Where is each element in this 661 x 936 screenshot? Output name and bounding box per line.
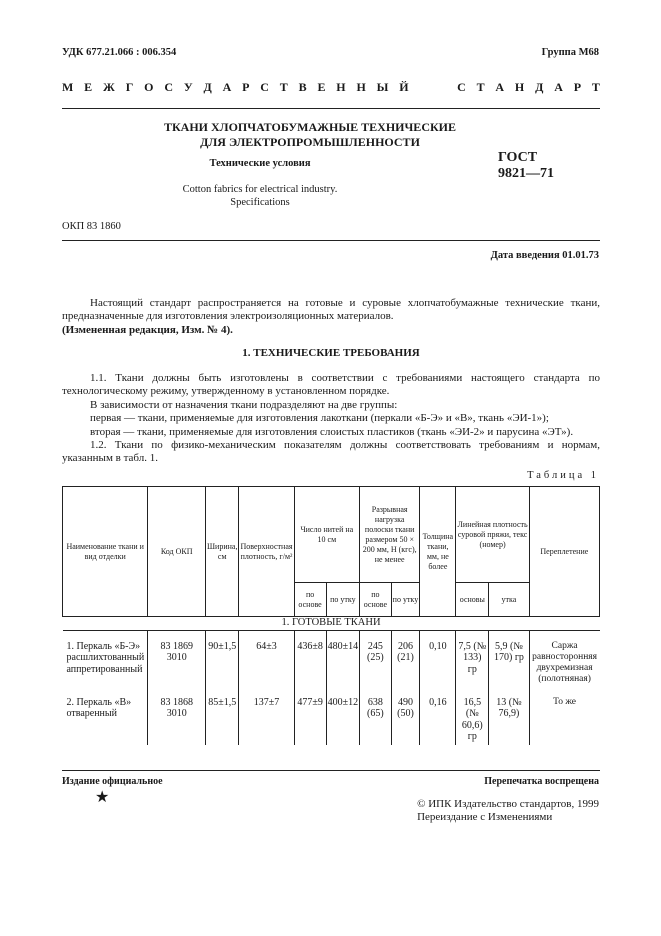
banner-letter: Р: [573, 80, 582, 94]
cell-name: 2. Перкаль «В» отваренный: [66, 696, 132, 719]
banner-letter: Р: [242, 80, 250, 94]
header-load-weft: по утку: [391, 583, 420, 617]
banner-letter: Е: [317, 80, 326, 94]
banner-letter: В: [298, 80, 307, 94]
banner-letter: Т: [591, 80, 600, 94]
cell-okp: 83 1868 3010: [148, 687, 206, 745]
header-rule: [62, 108, 600, 109]
cell-threads-weft: 480±14: [326, 630, 360, 687]
header-name: Наименование ткани и вид отделки: [63, 487, 148, 617]
cell-okp: 83 1869 3010: [148, 630, 206, 687]
header-load: Разрывная нагрузка полоски ткани размером 50 × 200 мм, Н (кгс), не менее: [360, 487, 420, 583]
banner-letter: О: [144, 80, 154, 94]
cell-weave: Саржа равносторонняя двухремизная (полотняная): [529, 630, 599, 687]
cell-linear-weft: 13 (№ 76,9): [489, 687, 529, 745]
table-section-title: 1. ГОТОВЫЕ ТКАНИ: [63, 617, 600, 631]
banner-letter: Д: [203, 80, 212, 94]
introduction-date: [491, 250, 599, 261]
header-threads-warp: по основе: [294, 583, 326, 617]
cell-weave: То же: [529, 687, 599, 745]
banner-letter: Т: [476, 80, 485, 94]
banner-letter: Е: [84, 80, 93, 94]
banner-letter: Т: [279, 80, 288, 94]
header-density: Поверхностная плотность, г/м²: [239, 487, 294, 617]
intro-amendment: (Измененная редакция, Изм. № 4).: [62, 323, 233, 336]
header-okp: Код ОКП: [148, 487, 206, 617]
banner-letter: М: [62, 80, 74, 94]
english-title: [100, 183, 420, 209]
banner-letter: С: [164, 80, 174, 94]
banner-letter: Н: [514, 80, 525, 94]
header-width: Ширина, см: [205, 487, 238, 617]
cell-thickness: 0,16: [420, 687, 456, 745]
banner-letter: С: [260, 80, 269, 94]
document-subtitle: Технические условия: [209, 158, 311, 169]
banner-letter: А: [554, 80, 563, 94]
gost-number: 9821—71: [498, 166, 554, 181]
english-title-line-1: Cotton fabrics for electrical industry.: [182, 184, 338, 195]
header-weave: Переплетение: [529, 487, 599, 617]
cell-width: 90±1,5: [205, 630, 238, 687]
table-row: [63, 630, 600, 687]
group-code: Группа М68: [541, 47, 599, 58]
cell-linear-weft: 5,9 (№ 170) гр: [489, 630, 529, 687]
banner-letter: Г: [125, 80, 134, 94]
table-1: [62, 486, 600, 745]
reprint-prohibited: Перепечатка воспрещена: [484, 776, 599, 787]
english-title-line-2: Specifications: [230, 197, 290, 208]
header-thickness: Толщина ткани, мм, не более: [420, 487, 456, 617]
document-title: [100, 120, 520, 150]
banner-letter: У: [183, 80, 193, 94]
title-line-1: ТКАНИ ХЛОПЧАТОБУМАЖНЫЕ ТЕХНИЧЕСКИЕ: [163, 120, 457, 134]
banner-letter: Ы: [376, 80, 389, 94]
official-edition: Издание официальное: [62, 776, 163, 787]
header-linear-density: Линейная плотность суровой пряжи, текс (номер): [456, 487, 529, 583]
header-threads: Число нитей на 10 см: [294, 487, 360, 583]
banner-letter: [438, 80, 446, 95]
paragraph-groups: В зависимости от назначения ткани подразделяют на две группы:: [90, 398, 398, 411]
okp-code: ОКП 83 1860: [62, 221, 121, 232]
reissue-note: Переиздание с Изменениями: [417, 811, 553, 823]
okp-rule: [62, 240, 600, 241]
paragraph-1-1: 1.1. Ткани должны быть изготовлены в соответствии с требованиями настоящего стандарта по технологическому режиму, утвержденному в установленном порядке.: [62, 372, 600, 398]
interstate-standard-banner: [62, 80, 600, 95]
section-1-text: [62, 372, 600, 466]
header-linear-weft: утка: [489, 583, 529, 617]
gost-designation: [498, 150, 554, 182]
cell-threads-warp: 436±8: [294, 630, 326, 687]
footer-rule: [62, 770, 600, 771]
cell-density: 137±7: [239, 687, 294, 745]
banner-letter: Ж: [103, 80, 115, 94]
banner-letter: А: [495, 80, 505, 94]
banner-letter: Н: [336, 80, 346, 94]
cell-linear-warp: 7,5 (№ 133) гр: [456, 630, 489, 687]
copyright: © ИПК Издательство стандартов, 1999: [417, 798, 599, 810]
title-line-2: ДЛЯ ЭЛЕКТРОПРОМЫШЛЕННОСТИ: [200, 135, 420, 149]
cell-linear-warp: 16,5 (№ 60,6) гр: [456, 687, 489, 745]
section-1-title: 1. ТЕХНИЧЕСКИЕ ТРЕБОВАНИЯ: [242, 347, 420, 359]
cell-density: 64±3: [239, 630, 294, 687]
cell-load-warp: 638 (65): [360, 687, 392, 745]
paragraph-1-2: 1.2. Ткани по физико-механическим показателям должны соответствовать требованиям и нормам, указанным в табл. 1.: [62, 439, 600, 465]
cell-load-weft: 206 (21): [391, 630, 420, 687]
header-load-warp: по основе: [360, 583, 392, 617]
header-threads-weft: по утку: [326, 583, 360, 617]
cell-threads-warp: 477±9: [294, 687, 326, 745]
banner-letter: Д: [535, 80, 544, 94]
banner-letter: С: [457, 80, 466, 94]
star-icon: ★: [95, 789, 110, 806]
paragraph-first-group: первая — ткани, применяемые для изготовления лакоткани (перкали «Б-Э» и «В», ткань «ЭИ-1»);: [90, 412, 549, 425]
cell-thickness: 0,10: [420, 630, 456, 687]
introduction-date-label: Дата введения: [490, 250, 560, 261]
table-caption: Таблица 1: [527, 470, 599, 481]
banner-letter: Н: [356, 80, 366, 94]
cell-load-weft: 490 (50): [391, 687, 420, 745]
cell-load-warp: 245 (25): [360, 630, 392, 687]
banner-letter: [419, 80, 427, 95]
cell-name: 1. Перкаль «Б-Э» расшлихтованный аппретированный: [66, 640, 145, 675]
introduction-date-value: 01.01.73: [562, 250, 599, 261]
udk-code: УДК 677.21.066 : 006.354: [62, 47, 177, 58]
header-linear-warp: основы: [456, 583, 489, 617]
publisher-block: [417, 798, 599, 824]
banner-letter: А: [222, 80, 232, 94]
table-row: [63, 687, 600, 745]
banner-letter: Й: [399, 80, 409, 94]
cell-threads-weft: 400±12: [326, 687, 360, 745]
intro-text: Настоящий стандарт распространяется на готовые и суровые хлопчатобумажные технические ткани, предназначенные для изготовления электроизоляционных материалов.: [62, 297, 600, 323]
paragraph-second-group: вторая — ткани, применяемые для изготовления слоистых пластиков (ткань «ЭИ-2» и парусина «ЭТ»).: [90, 425, 574, 438]
cell-width: 85±1,5: [205, 687, 238, 745]
intro-paragraph: [62, 297, 600, 337]
gost-label: ГОСТ: [498, 150, 538, 165]
